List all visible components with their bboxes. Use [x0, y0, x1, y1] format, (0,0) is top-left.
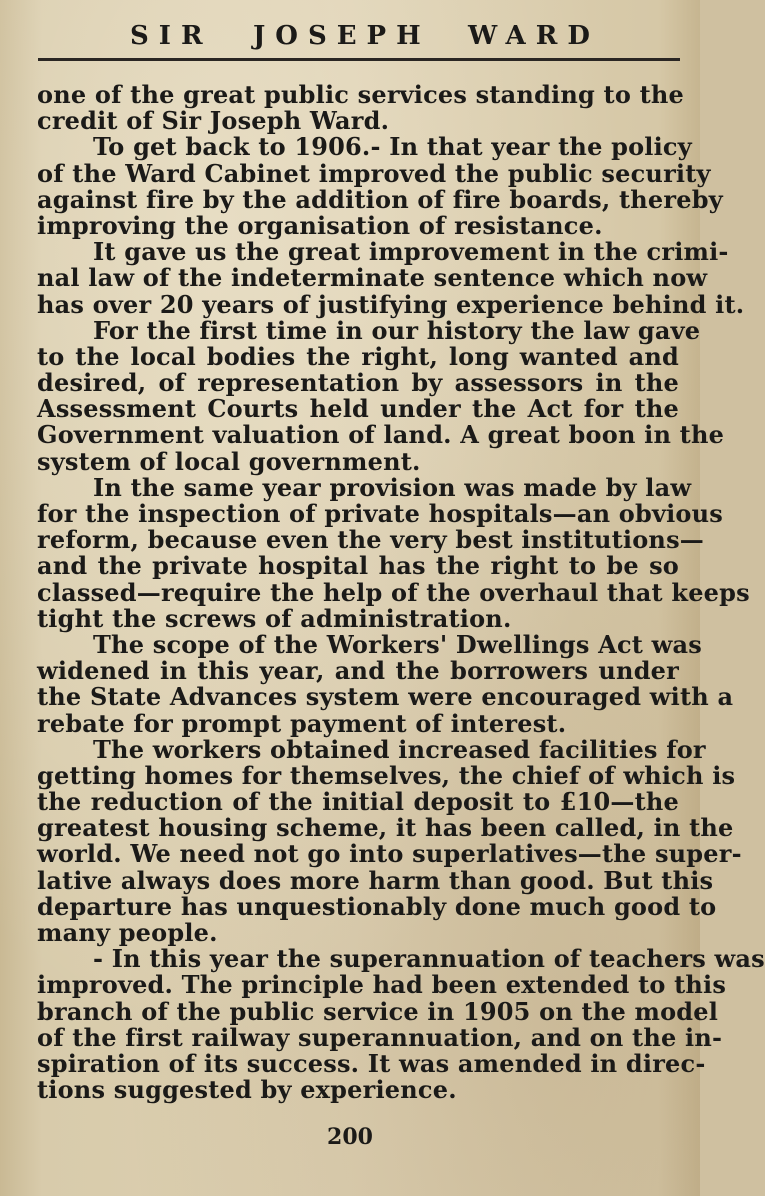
text-line: widened in this year, and the borrowers under — [37, 656, 679, 686]
running-header — [0, 16, 700, 56]
running-header-word: JOSEPH — [253, 21, 431, 51]
text-line: spiration of its success. It was amended in direc- — [37, 1048, 706, 1078]
text-line: classed—require the help of the overhaul that keeps — [37, 577, 750, 607]
text-line: the reduction of the initial deposit to £10—the — [37, 787, 679, 817]
text-line: and the private hospital has the right to be so — [37, 551, 679, 581]
text-line: the State Advances system were encouraged with a — [37, 682, 734, 712]
text-line: credit of Sir Joseph Ward. — [37, 106, 390, 136]
text-line: Government valuation of land. A great boon in the — [37, 420, 725, 450]
body-text — [37, 80, 765, 1105]
text-line: For the first time in our history the law gave — [93, 315, 701, 345]
text-line: To get back to 1906.- In that year the policy — [93, 132, 692, 162]
text-line: many people. — [37, 918, 218, 947]
text-line: desired, of representation by assessors in the — [37, 368, 679, 398]
running-header-word: WARD — [468, 21, 600, 51]
text-line: has over 20 years of justifying experience behind it. — [37, 289, 745, 319]
text-line: The workers obtained increased facilities for — [93, 734, 706, 764]
text-line: system of local government. — [37, 446, 421, 476]
text-line: reform, because even the very best institutions— — [37, 525, 704, 555]
text-line: The scope of the Workers' Dwellings Act was — [93, 629, 702, 659]
text-line: In the same year provision was made by law — [93, 472, 692, 502]
text-line: against fire by the addition of fire boards, thereby — [37, 184, 723, 214]
text-line: world. We need not go into superlatives—the super- — [37, 839, 742, 869]
text-line: tight the screws of administration. — [37, 603, 512, 633]
text-line: improved. The principle had been extended to this — [37, 970, 727, 1000]
text-line: of the first railway superannuation, and on the in- — [37, 1022, 723, 1052]
text-line: improving the organisation of resistance. — [37, 210, 603, 240]
text-line: one of the great public services standing to the — [37, 80, 685, 109]
text-line: for the inspection of private hospitals—an obvious — [37, 499, 723, 528]
running-header-word: SIR — [130, 21, 213, 51]
text-line: departure has unquestionably done much good to — [37, 891, 717, 921]
text-line: of the Ward Cabinet improved the public security — [37, 158, 711, 188]
text-line: branch of the public service in 1905 on the model — [37, 996, 719, 1026]
text-line: getting homes for themselves, the chief of which is — [37, 760, 736, 790]
text-line: rebate for prompt payment of interest. — [37, 708, 567, 738]
text-line: to the local bodies the right, long wanted and — [37, 341, 679, 371]
text-line: It gave us the great improvement in the crimi- — [93, 237, 729, 267]
text-line: - In this year the superannuation of teachers was — [93, 944, 765, 974]
text-line: Assessment Courts held under the Act for the — [37, 394, 679, 424]
header-rule — [38, 58, 680, 61]
text-line: lative always does more harm than good. But this — [37, 865, 714, 895]
text-line: nal law of the indeterminate sentence which now — [37, 263, 708, 293]
page-number: 200 — [327, 1124, 373, 1150]
text-line: tions suggested by experience. — [37, 1075, 457, 1105]
text-line: greatest housing scheme, it has been called, in the — [37, 813, 734, 843]
